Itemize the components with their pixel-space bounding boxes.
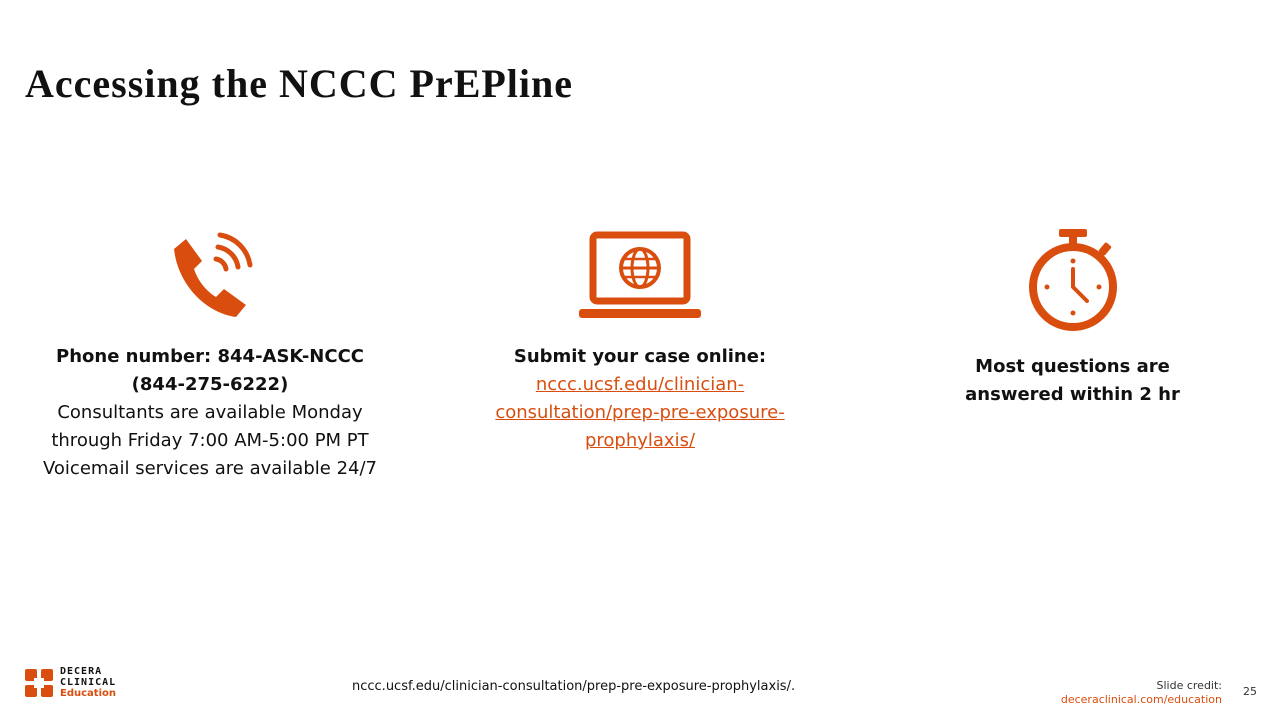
laptop-globe-icon [577, 225, 703, 325]
phone-number-label: Phone number: 844-ASK-NCCC [56, 346, 364, 367]
online-column [460, 225, 820, 455]
decera-logo-icon [25, 669, 53, 697]
submit-online-heading: Submit your case online: [513, 346, 767, 367]
phone-ringing-icon [160, 225, 260, 325]
response-time-line1: Most questions are [975, 356, 1170, 377]
decera-logo [25, 666, 116, 699]
response-time-column [935, 225, 1210, 409]
consultation-link-line1[interactable]: nccc.ucsf.edu/clinician- [535, 374, 745, 395]
source-citation: nccc.ucsf.edu/clinician-consultation/prep-pre-exposure-prophylaxis/. [352, 679, 796, 694]
consultant-hours-line2: through Friday 7:00 AM-5:00 PM PT [51, 430, 369, 451]
consultation-link-line2[interactable]: consultation/prep-pre-exposure- [495, 402, 785, 423]
slide-credit [1061, 679, 1222, 707]
phone-number-digits: (844-275-6222) [131, 374, 289, 395]
phone-column [20, 225, 400, 483]
slide-credit-label: Slide credit: [1156, 679, 1222, 692]
logo-word-clinical: CLINICAL [60, 677, 117, 688]
consultant-hours-line1: Consultants are available Monday [57, 402, 363, 423]
consultation-link-line3[interactable]: prophylaxis/ [584, 430, 696, 451]
voicemail-availability: Voicemail services are available 24/7 [43, 458, 377, 479]
stopwatch-icon [1023, 225, 1123, 335]
slide-title: Accessing the NCCC PrEPline [25, 61, 574, 106]
logo-word-education: Education [60, 688, 116, 699]
response-time-line2: answered within 2 hr [965, 384, 1180, 405]
slide-credit-link[interactable]: deceraclinical.com/education [1060, 693, 1222, 706]
logo-word-decera: DECERA [60, 666, 103, 677]
page-number: 25 [1243, 685, 1257, 698]
